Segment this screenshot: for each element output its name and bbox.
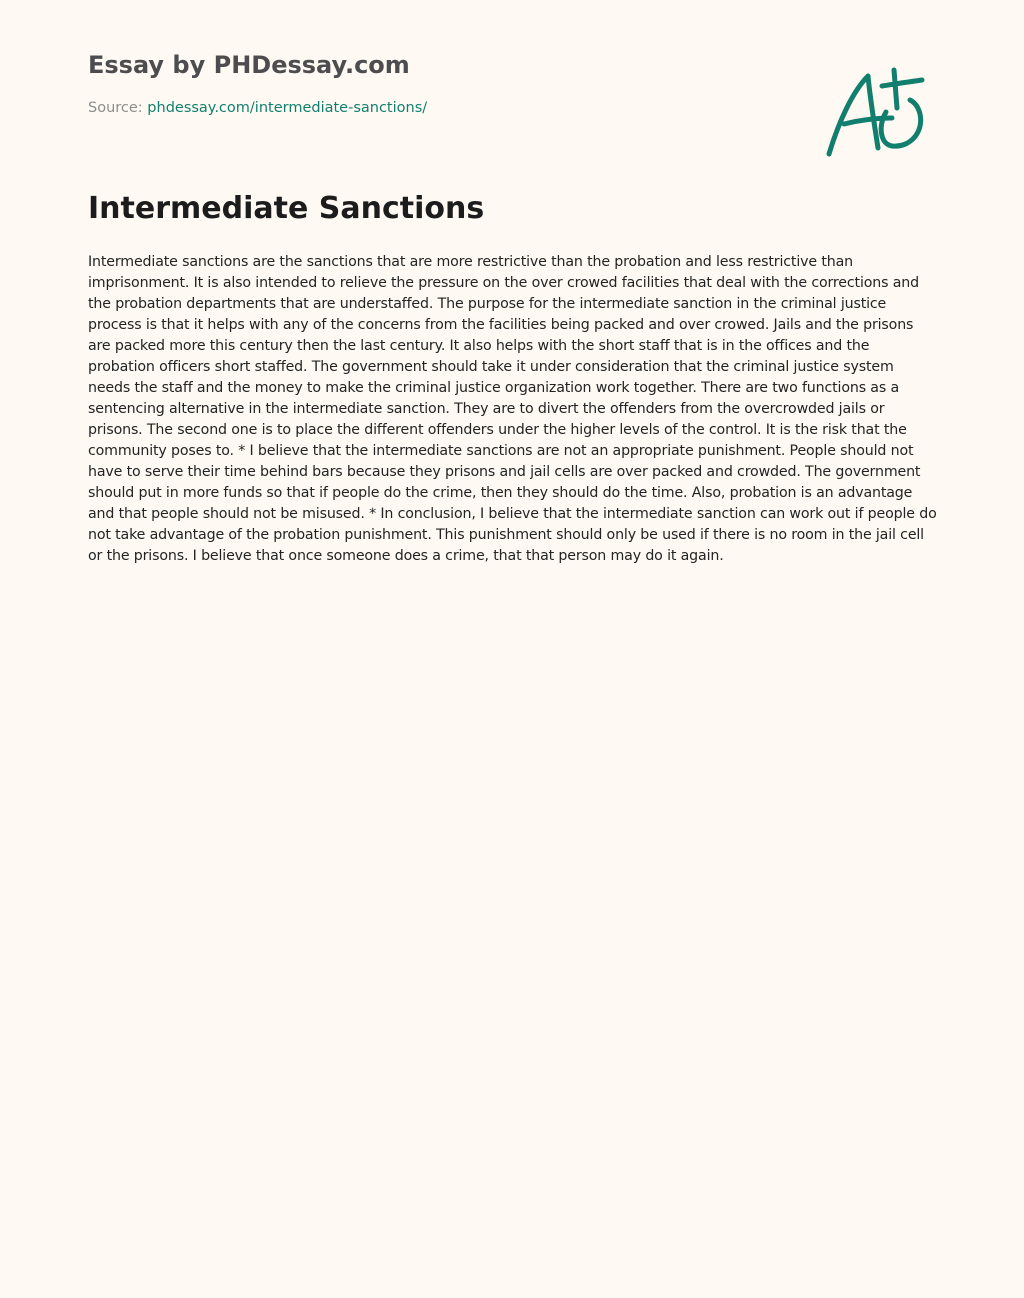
source-link[interactable]: phdessay.com/intermediate-sanctions/ bbox=[147, 100, 428, 116]
source-line bbox=[88, 98, 788, 118]
page-header bbox=[88, 48, 788, 118]
essay-title: Intermediate Sanctions bbox=[88, 191, 485, 226]
a-plus-grade-icon bbox=[820, 62, 930, 162]
site-title: Essay by PHDessay.com bbox=[88, 51, 410, 79]
essay-body: Intermediate sanctions are the sanctions that are more restrictive than the probation and less restrictive than imprisonment. It is also intended to relieve the pressure on the over crowed facilities that deal with the corrections and the probation departments that are understaffed. The purpose for the intermediate sanction in the criminal justice process is that it helps with any of the concerns from the facilities being packed and over crowed. Jails and the prisons are packed more this century then the last century. It also helps with the short staff that is in the offices and the probation officers short staffed. The government should take it under consideration that the criminal justice system needs the staff and the money to make the criminal justice organization work together. There are two functions as a sentencing alternative in the intermediate sanction. They are to divert the offenders from the overcrowded jails or prisons. The second one is to place the different offenders under the higher levels of the control. It is the risk that the community poses to. * I believe that the intermediate sanctions are not an appropriate punishment. People should not have to serve their time behind bars because they prisons and jail cells are over packed and crowded. The government should put in more funds so that if people do the crime, then they should do the time. Also, probation is an advantage and that people should not be misused. * In conclusion, I believe that the intermediate sanction can work out if people do not take advantage of the probation punishment. This punishment should only be used if there is no room in the jail cell or the prisons. I believe that once someone does a crime, that that person may do it again. bbox=[88, 254, 937, 564]
source-label: Source: bbox=[88, 100, 143, 116]
